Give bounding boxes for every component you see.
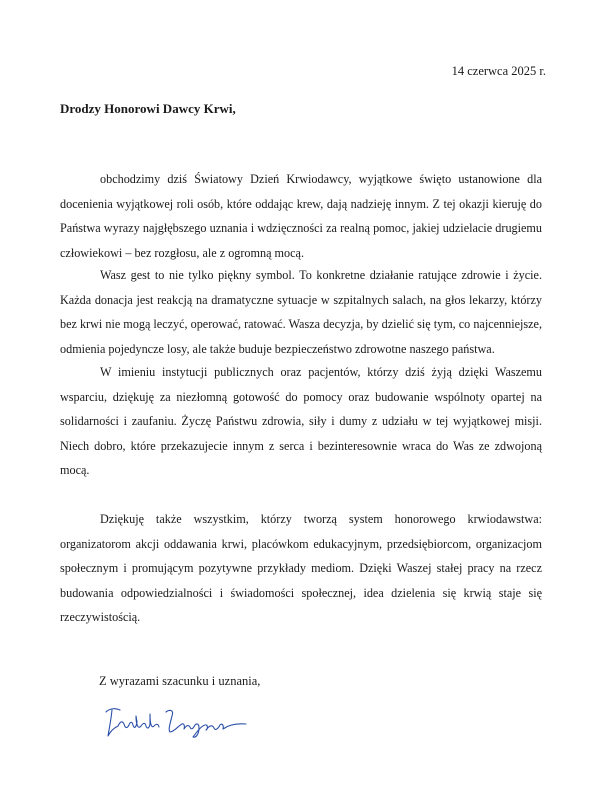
letter-paragraph-2: Wasz gest to nie tylko piękny symbol. To konkretne działanie ratujące zdrowie i życie. Każda donacja jest reakcją na dramatyczne sytuacje w szpitalnych salach, na głos lekarzy, którzy bez krwi nie mogą leczyć, operować, ratować. Wasza decyzja, by dzielić się tym, co najcenniejsze, odmienia pojedyncze losy, ale także buduje bezpieczeństwo zdrowotne naszego państwa. xyxy=(60,268,543,356)
letter-paragraph-1: obchodzimy dziś Światowy Dzień Krwiodawcy, wyjątkowe święto ustanowione dla docenienia wyjątkowej roli osób, które oddając krew, dają nadzieję innym. Z tej okazji kieruję do Państwa wyrazy najgłębszego uznania i wdzięczności za realną pomoc, jakiej udzielacie drugiemu człowiekowi – bez rozgłosu, ale z ogromną mocą. xyxy=(60,172,542,260)
letter-closing: Z wyrazami szacunku i uznania, xyxy=(99,674,261,688)
letter-paragraph-3: W imieniu instytucji publicznych oraz pacjentów, którzy dziś żyją dzięki Waszemu wsparciu, dziękuję za niezłomną gotowość do pomocy oraz budowanie wspólnoty opartej na solidarności i zaufaniu. Życzę Państwu zdrowia, siły i dumy z udziału w tej wyjątkowej misji. Niech dobro, które przekazujecie innym z serca i bezinteresownie wraca do Was ze zdwojoną mocą. xyxy=(60,365,542,477)
letter-date: 14 czerwca 2025 r. xyxy=(451,64,546,78)
letter-salutation: Drodzy Honorowi Dawcy Krwi, xyxy=(60,101,236,116)
letter-paragraph-4: Dziękuję także wszystkim, którzy tworzą system honorowego krwiodawstwa: organizatorom akcji oddawania krwi, placówkom edukacyjnym, przedsiębiorcom, organizacjom społecznym i promującym pozytywne przykłady mediom. Dzięki Waszej stałej pracy na rzecz budowania odpowiedzialności i świadomości społecznej, idea dzielenia się krwią staje się rzeczywistością. xyxy=(60,512,542,624)
handwritten-signature xyxy=(100,702,260,742)
